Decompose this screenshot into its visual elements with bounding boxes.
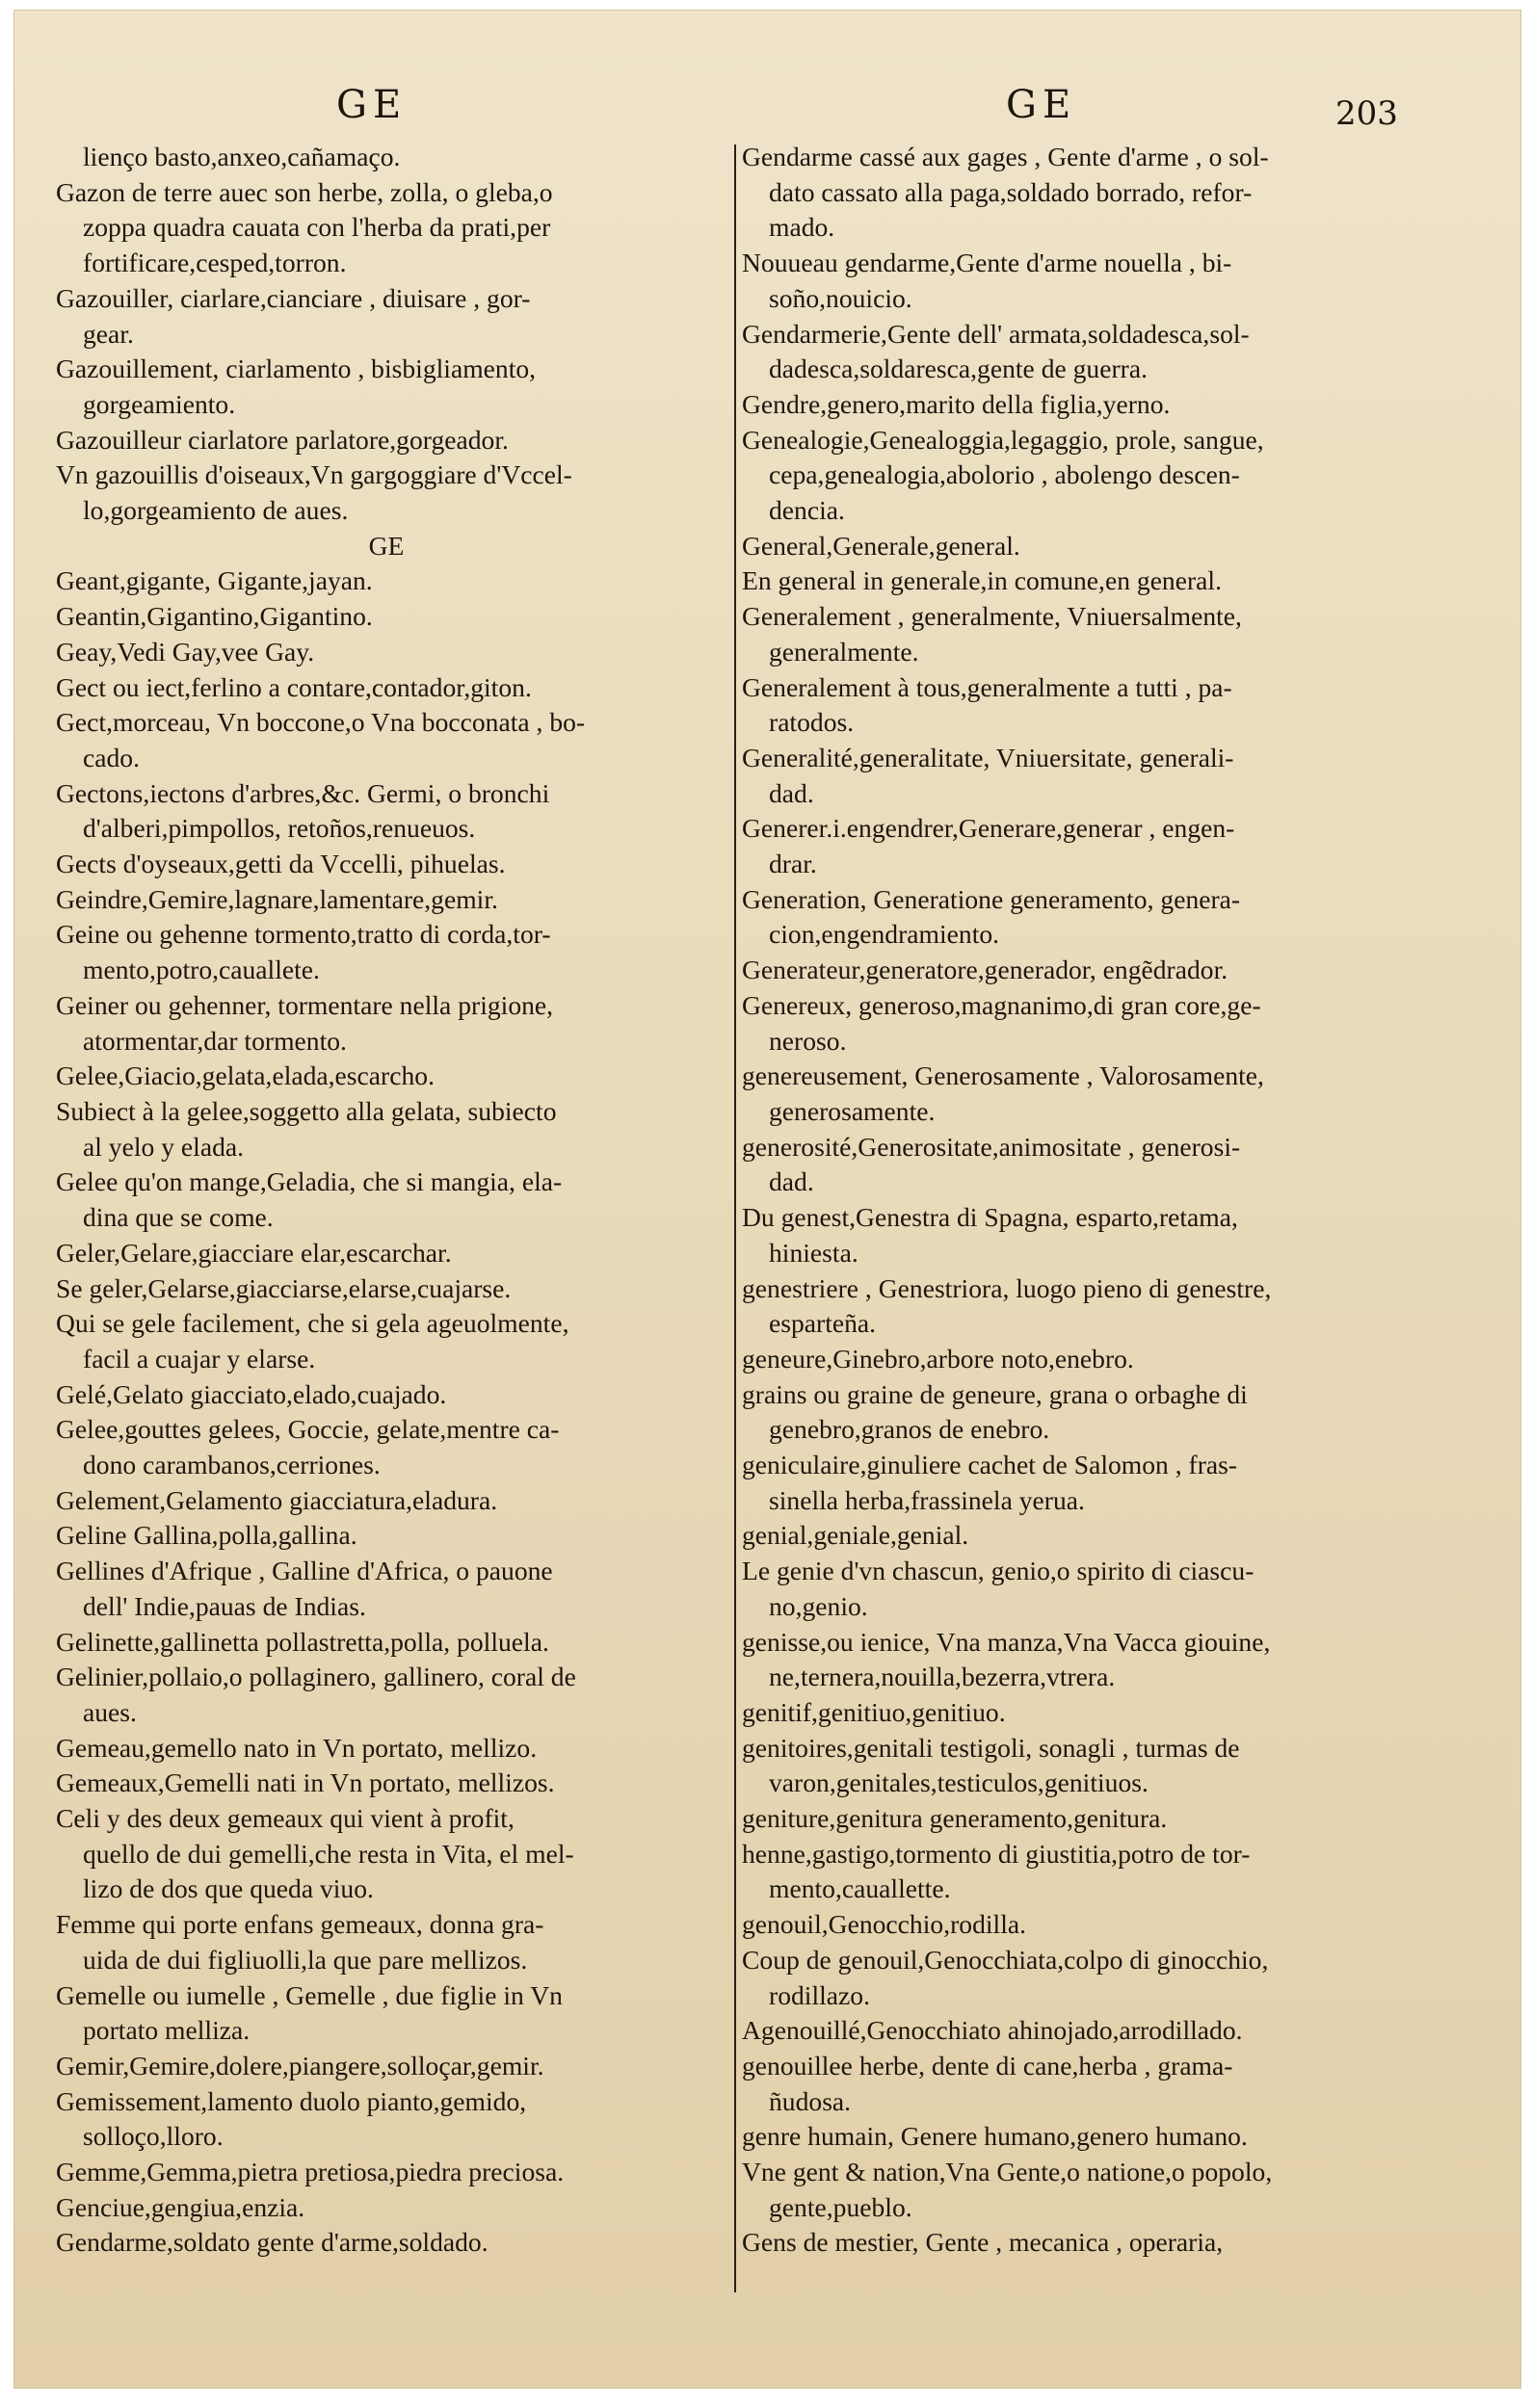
entry-line: ne,ternera,nouilla,bezerra,vtrera.	[769, 1662, 1116, 1692]
entry-line: Subiect à la gelee,soggetto alla gelata, subiecto	[56, 1095, 557, 1126]
entry-line: dell' Indie,pauas de Indias.	[83, 1590, 366, 1621]
dictionary-page	[13, 10, 1521, 2389]
page-number: 203	[1335, 94, 1398, 133]
entry-line: Gemeaux,Gemelli nati in Vn portato, mellizos.	[56, 1767, 555, 1798]
left-column-header: GE	[336, 83, 408, 127]
entry-line: Le genie d'vn chascun, genio,o spirito di ciascu-	[742, 1556, 1254, 1586]
entry-line: rodillazo.	[769, 1979, 870, 2010]
entry-line: dono carambanos,cerriones.	[83, 1450, 381, 1480]
entry-line: Geindre,Gemire,lagnare,lamentare,gemir.	[56, 883, 498, 914]
entry-line: hiniesta.	[769, 1237, 858, 1268]
entry-line: sinella herba,frassinela yerua.	[769, 1484, 1085, 1515]
entry-line: dencia.	[769, 495, 845, 526]
entry-line: Geiner ou gehenner, tormentare nella prigione,	[56, 989, 554, 1020]
entry-line: Gemir,Gemire,dolere,piangere,solloçar,gemir.	[56, 2050, 544, 2081]
entry-line: Gelé,Gelato giacciato,elado,cuajado.	[56, 1378, 447, 1409]
entry-line: mento,cauallette.	[769, 1873, 951, 1904]
entry-line: neroso.	[769, 1025, 847, 1056]
entry-line: Gelement,Gelamento giacciatura,eladura.	[56, 1484, 498, 1515]
entry-line: Generation, Generatione generamento, genera-	[742, 883, 1241, 914]
entry-line: genereusement, Generosamente , Valorosamente,	[742, 1060, 1264, 1091]
entry-line: d'alberi,pimpollos, retoños,renueuos.	[83, 813, 476, 844]
entry-line: Agenouillé,Genocchiato ahinojado,arrodillado.	[742, 2015, 1243, 2046]
entry-line: Du genest,Genestra di Spagna, esparto,retama,	[742, 1202, 1238, 1233]
entry-line: General,Generale,general.	[742, 530, 1020, 561]
entry-line: Gemeau,gemello nato in Vn portato, mellizo.	[56, 1732, 538, 1763]
entry-line: Gectons,iectons d'arbres,&c. Germi, o bronchi	[56, 777, 550, 808]
entry-line: cado.	[83, 742, 140, 772]
section-heading: GE	[368, 530, 405, 561]
entry-line: genouil,Genocchio,rodilla.	[742, 1909, 1027, 1940]
entry-line: Genereux, generoso,magnanimo,di gran core,ge-	[742, 989, 1261, 1020]
entry-line: Gelinier,pollaio,o pollaginero, gallinero, coral de	[56, 1662, 576, 1692]
entry-line: Celi y des deux gemeaux qui vient à profit,	[56, 1803, 515, 1834]
entry-line: genial,geniale,genial.	[742, 1520, 969, 1551]
left-column	[56, 140, 717, 2261]
entry-line: Generateur,generatore,generador, engẽdrador.	[742, 955, 1228, 985]
entry-line: mado.	[769, 212, 835, 243]
entry-line: uida de dui figliuolli,la que pare mellizos.	[83, 1944, 528, 1975]
entry-line: Generalement , generalmente, Vniuersalmente,	[742, 601, 1242, 632]
entry-line: Geline Gallina,polla,gallina.	[56, 1520, 357, 1551]
entry-line: Gens de mestier, Gente , mecanica , operaria,	[742, 2227, 1224, 2258]
entry-line: portato melliza.	[83, 2015, 251, 2046]
entry-line: al yelo y elada.	[83, 1131, 245, 1162]
entry-line: lienço basto,anxeo,cañamaço.	[83, 142, 401, 171]
entry-line: Gemme,Gemma,pietra pretiosa,piedra preciosa.	[56, 2157, 565, 2187]
entry-line: Gazouillement, ciarlamento , bisbigliamento,	[56, 353, 537, 384]
entry-line: Geant,gigante, Gigante,jayan.	[56, 565, 373, 596]
entry-line: lizo de dos que queda viuo.	[83, 1873, 374, 1904]
entry-line: Gelee qu'on mange,Geladia, che si mangia, ela-	[56, 1166, 563, 1197]
entry-line: varon,genitales,testiculos,genitiuos.	[769, 1767, 1148, 1798]
entry-line: solloço,lloro.	[83, 2121, 224, 2152]
entry-line: facil a cuajar y elarse.	[83, 1343, 316, 1374]
entry-line: Gelinette,gallinetta pollastretta,polla, polluela.	[56, 1626, 549, 1657]
entry-line: Gect ou iect,ferlino a contare,contador,giton.	[56, 671, 532, 702]
entry-line: Geay,Vedi Gay,vee Gay.	[56, 636, 315, 667]
entry-line: generosité,Generositate,animositate , generosi-	[742, 1131, 1241, 1162]
entry-line: no,genio.	[769, 1590, 868, 1621]
entry-line: soño,nouicio.	[769, 282, 912, 313]
entry-line: lo,gorgeamiento de aues.	[83, 495, 349, 526]
right-column	[742, 140, 1411, 2261]
entry-line: Gazon de terre auec son herbe, zolla, o gleba,o	[56, 176, 553, 207]
entry-line: Gendarme cassé aux gages , Gente d'arme , o sol-	[742, 142, 1269, 171]
entry-line: gorgeamiento.	[83, 388, 236, 419]
entry-line: Genealogie,Genealoggia,legaggio, prole, sangue,	[742, 424, 1264, 455]
entry-line: Genciue,gengiua,enzia.	[56, 2191, 305, 2222]
entry-line: Qui se gele facilement, che si gela ageuolmente,	[56, 1308, 569, 1339]
entry-line: genitoires,genitali testigoli, sonagli , turmas de	[742, 1732, 1240, 1763]
entry-line: Gellines d'Afrique , Galline d'Africa, o pauone	[56, 1556, 553, 1586]
entry-line: Generalement à tous,generalmente a tutti , pa-	[742, 671, 1232, 702]
entry-line: En general in generale,in comune,en general.	[742, 565, 1222, 596]
entry-line: Geler,Gelare,giacciare elar,escarchar.	[56, 1237, 452, 1268]
entry-line: dina que se come.	[83, 1202, 274, 1233]
entry-line: Gendarme,soldato gente d'arme,soldado.	[56, 2227, 488, 2258]
entry-line: Se geler,Gelarse,giacciarse,elarse,cuajarse.	[56, 1272, 512, 1303]
entry-line: Coup de genouil,Genocchiata,colpo di ginocchio,	[742, 1944, 1269, 1975]
entry-line: Vne gent & nation,Vna Gente,o natione,o popolo,	[742, 2157, 1273, 2187]
entry-line: quello de dui gemelli,che resta in Vita, el mel-	[83, 1838, 574, 1869]
entry-line: drar.	[769, 849, 817, 879]
entry-line: geniture,genitura generamento,genitura.	[742, 1803, 1168, 1834]
entry-line: ratodos.	[769, 707, 855, 738]
entry-line: Femme qui porte enfans gemeaux, donna gra-	[56, 1909, 544, 1940]
entry-line: gente,pueblo.	[769, 2191, 912, 2222]
column-divider	[734, 144, 736, 2292]
entry-line: Gelee,gouttes gelees, Goccie, gelate,mentre ca-	[56, 1414, 560, 1445]
entry-line: cepa,genealogia,abolorio , abolengo descen-	[769, 459, 1240, 490]
entry-line: Generalité,generalitate, Vniuersitate, generali-	[742, 742, 1234, 772]
entry-line: fortificare,cesped,torron.	[83, 248, 347, 278]
entry-line: cion,engendramiento.	[769, 919, 1000, 950]
entry-line: zoppa quadra cauata con l'herba da prati,per	[83, 212, 551, 243]
entry-line: grains ou graine de geneure, grana o orbaghe di	[742, 1378, 1248, 1409]
entry-line: Geantin,Gigantino,Gigantino.	[56, 601, 373, 632]
entry-line: Gazouiller, ciarlare,cianciare , diuisare , gor-	[56, 282, 531, 313]
entry-line: genre humain, Genere humano,genero humano.	[742, 2121, 1248, 2152]
entry-line: generalmente.	[769, 636, 919, 667]
entry-line: dadesca,soldaresca,gente de guerra.	[769, 353, 1148, 384]
entry-line: dad.	[769, 777, 814, 808]
right-column-header: GE	[1006, 83, 1077, 127]
entry-line: Gect,morceau, Vn boccone,o Vna bocconata , bo-	[56, 707, 586, 738]
entry-line: esparteña.	[769, 1308, 877, 1339]
entry-line: genitif,genitiuo,genitiuo.	[742, 1696, 1006, 1727]
entry-line: Gects d'oyseaux,getti da Vccelli, pihuelas.	[56, 849, 506, 879]
entry-line: aues.	[83, 1696, 137, 1727]
entry-line: genebro,granos de enebro.	[769, 1414, 1050, 1445]
entry-line: geniculaire,ginuliere cachet de Salomon , fras-	[742, 1450, 1238, 1480]
entry-line: Geine ou gehenne tormento,tratto di corda,tor-	[56, 919, 551, 950]
entry-line: Nouueau gendarme,Gente d'arme nouella , bi-	[742, 248, 1232, 278]
entry-line: Vn gazouillis d'oiseaux,Vn gargoggiare d'Vccel-	[56, 459, 572, 490]
entry-line: dad.	[769, 1166, 814, 1197]
entry-line: Gelee,Giacio,gelata,elada,escarcho.	[56, 1060, 435, 1091]
entry-line: genestriere , Genestriora, luogo pieno di genestre,	[742, 1272, 1272, 1303]
entry-line: Gendre,genero,marito della figlia,yerno.	[742, 388, 1171, 419]
entry-line: mento,potro,cauallete.	[83, 955, 320, 985]
entry-line: ñudosa.	[769, 2085, 852, 2116]
entry-line: atormentar,dar tormento.	[83, 1025, 347, 1056]
entry-line: genouillee herbe, dente di cane,herba , grama-	[742, 2050, 1233, 2081]
entry-line: gear.	[83, 318, 134, 349]
entry-line: Generer.i.engendrer,Generare,generar , engen-	[742, 813, 1235, 844]
entry-line: Gemelle ou iumelle , Gemelle , due figlie in Vn	[56, 1979, 563, 2010]
entry-line: dato cassato alla paga,soldado borrado, refor-	[769, 176, 1253, 207]
entry-line: generosamente.	[769, 1095, 936, 1126]
entry-line: Gendarmerie,Gente dell' armata,soldadesca,sol-	[742, 318, 1250, 349]
entry-line: Gazouilleur ciarlatore parlatore,gorgeador.	[56, 424, 509, 455]
entry-line: geneure,Ginebro,arbore noto,enebro.	[742, 1343, 1134, 1374]
entry-line: henne,gastigo,tormento di giustitia,potro de tor-	[742, 1838, 1251, 1869]
entry-line: Gemissement,lamento duolo pianto,gemido,	[56, 2085, 527, 2116]
entry-line: genisse,ou ienice, Vna manza,Vna Vacca giouine,	[742, 1626, 1271, 1657]
